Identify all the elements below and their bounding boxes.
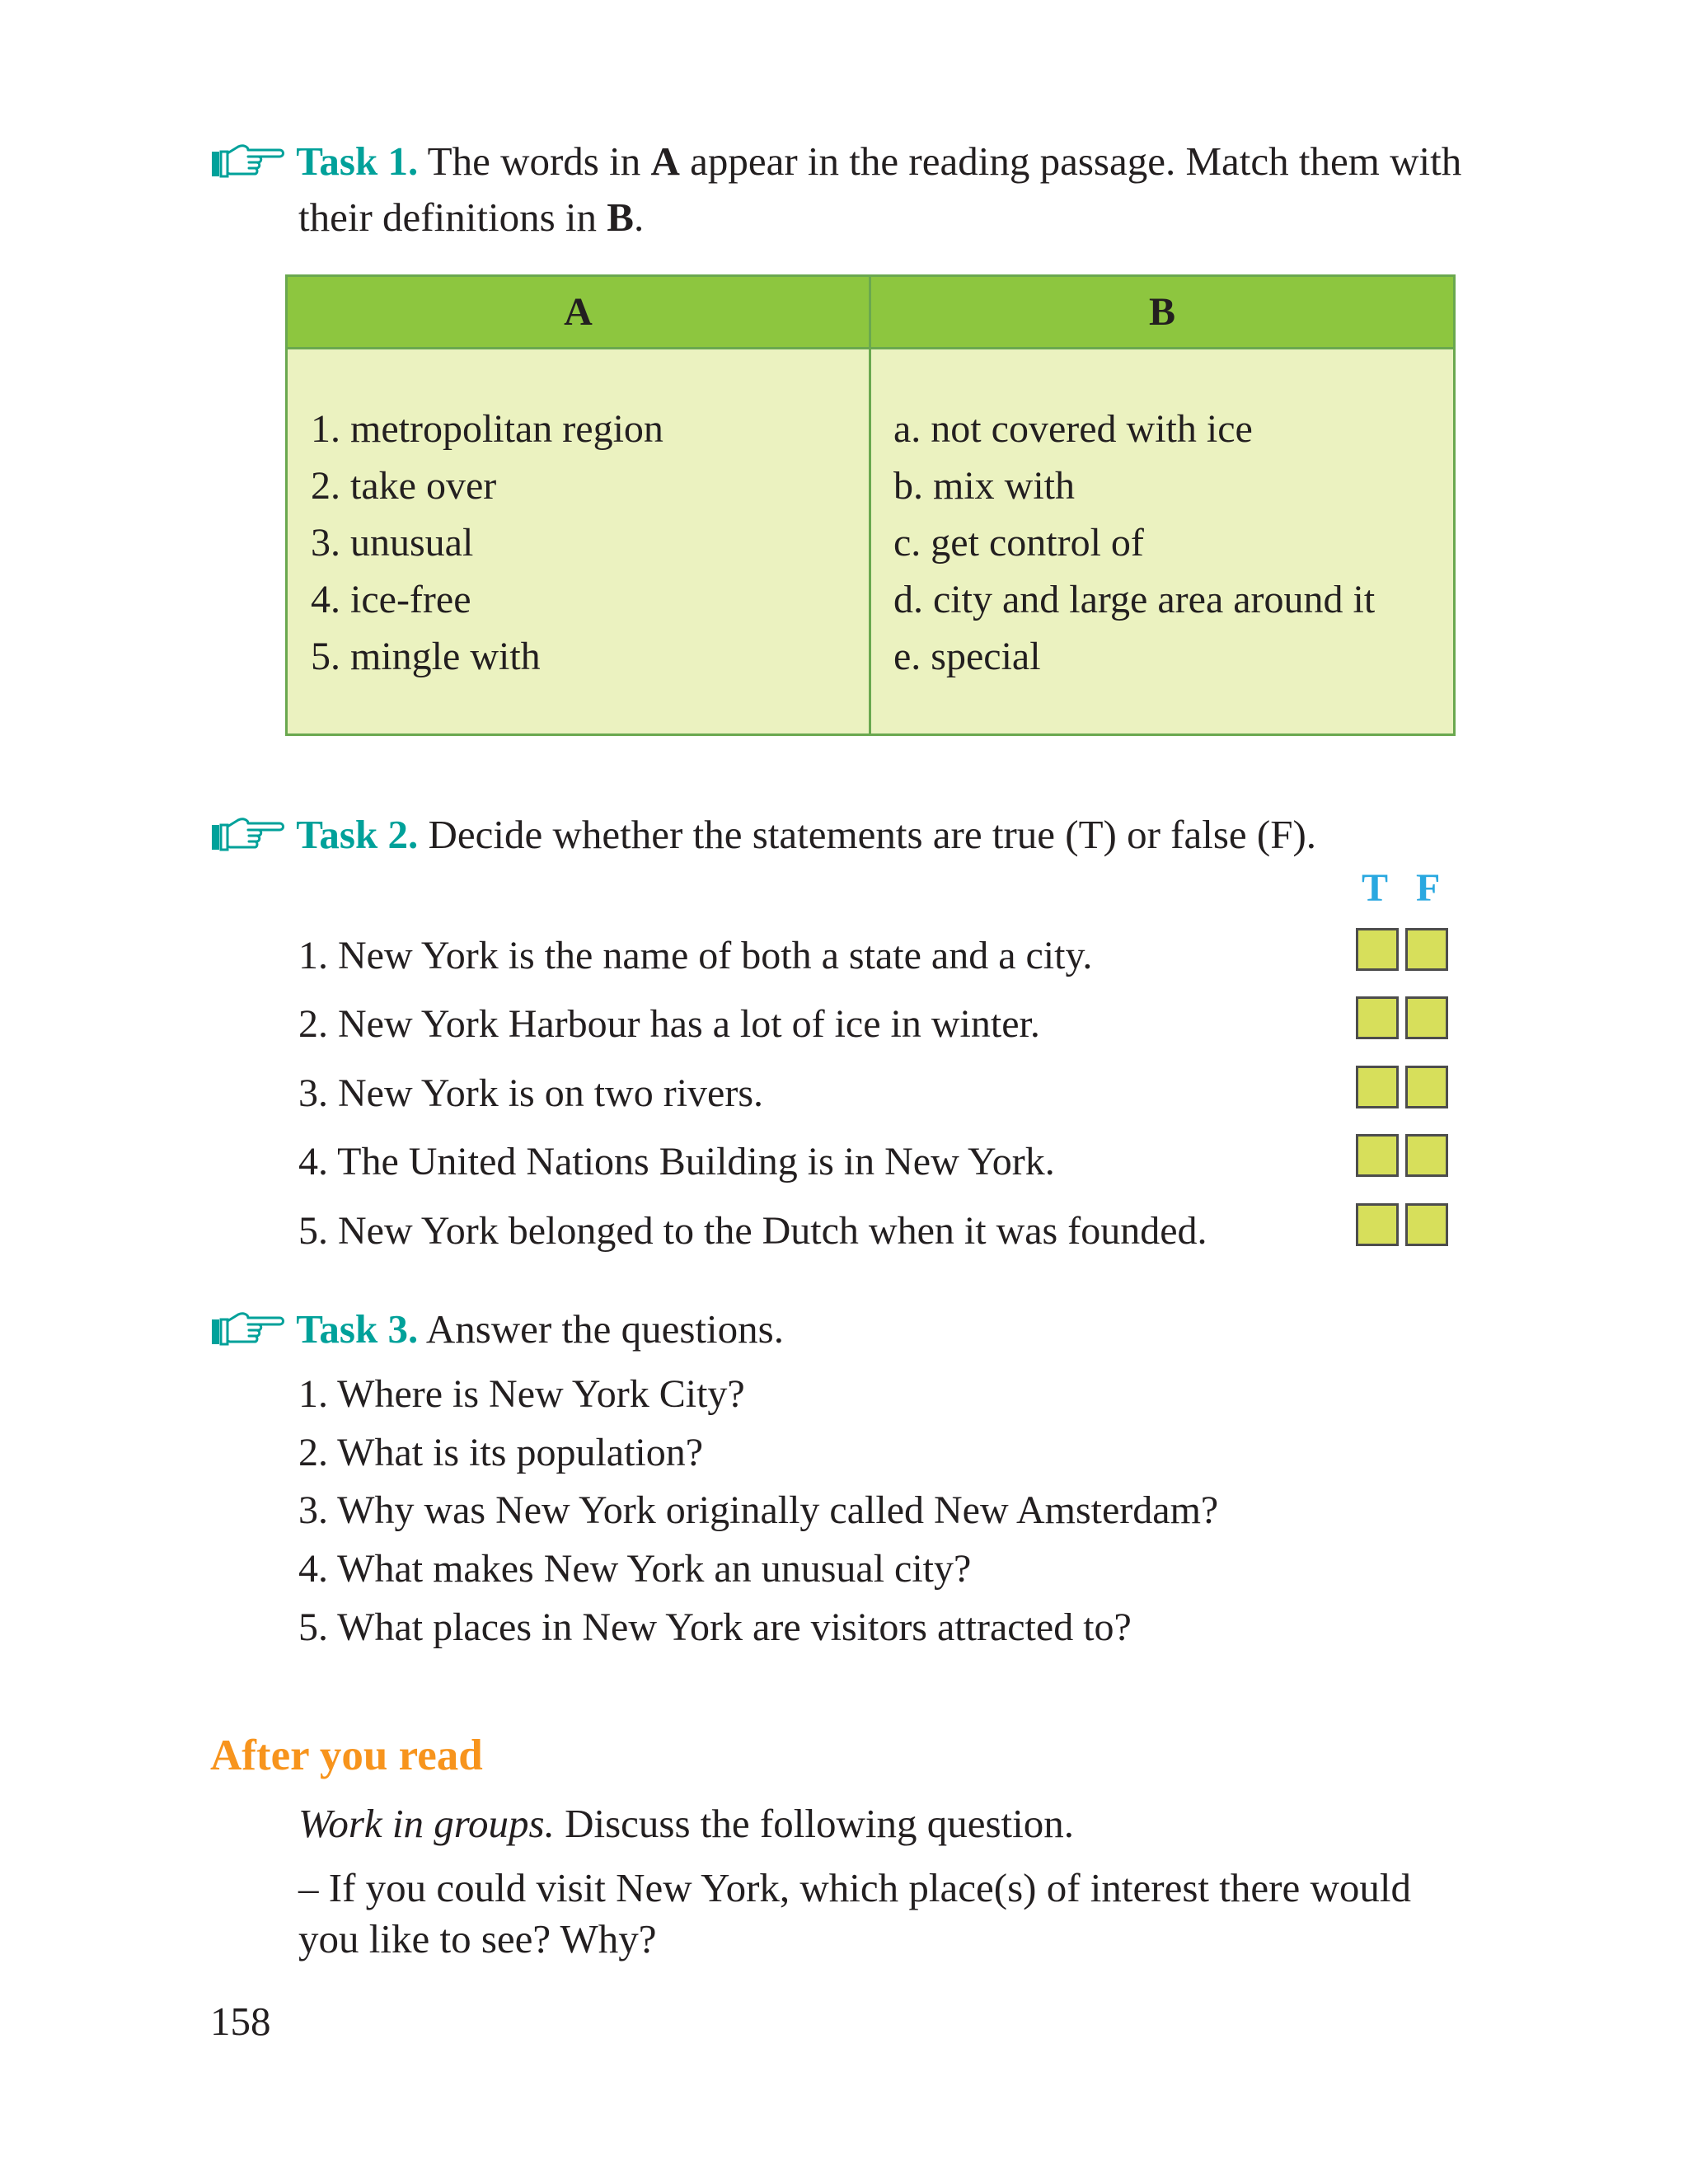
column-b-header: B [1148,290,1175,334]
list-item: d. city and large area around it [893,578,1376,621]
false-checkbox-1[interactable] [1405,928,1448,971]
task1-bold-b: B [607,194,634,240]
statement-row: 2. New York Harbour has a lot of ice in winter. [298,1002,1040,1046]
question-row: 1. Where is New York City? [298,1372,745,1416]
task3-label: Task 3. [296,1306,419,1352]
task1-label: Task 1. [296,138,419,184]
pointing-hand-icon [210,140,286,180]
pointing-hand-icon [210,1308,286,1347]
statement-row: 3. New York is on two rivers. [298,1071,763,1115]
list-item: e. special [893,635,1041,678]
column-a-header: A [564,290,593,334]
word-list [311,401,663,685]
true-column-label: T [1362,866,1389,910]
question-row: 2. What is its population? [298,1431,704,1474]
task1-text-d: . [633,194,645,240]
discussion-question-line1: – If you could visit New York, which place(s) of interest there would [298,1865,1411,1910]
instruction-rest: Discuss the following question. [565,1801,1074,1846]
question-row: 3. Why was New York originally called New Amsterdam? [298,1488,1219,1532]
statement-row: 1. New York is the name of both a state and a city. [298,934,1093,977]
task3-heading [210,1302,1496,1357]
task2-label: Task 2. [296,812,419,857]
group-instruction [298,1797,1074,1851]
page-number: 158 [210,1999,271,2044]
false-checkbox-3[interactable] [1405,1066,1448,1108]
task1-bold-a: A [650,138,680,184]
false-column-label: F [1416,866,1441,910]
question-row: 4. What makes New York an unusual city? [298,1547,972,1591]
task3-text: Answer the questions. [425,1306,784,1352]
list-item: 2. take over [311,464,497,508]
true-checkbox-2[interactable] [1356,996,1399,1039]
task1-heading [210,134,1496,189]
false-checkbox-4[interactable] [1405,1134,1448,1177]
question-row: 5. What places in New York are visitors attracted to? [298,1605,1132,1649]
matching-table [285,274,1456,736]
task1-text-b: appear in the reading passage. Match them with [690,138,1462,184]
task2-text: Decide whether the statements are true (T) or false (F). [428,812,1317,857]
false-checkbox-2[interactable] [1405,996,1448,1039]
list-item: 4. ice-free [311,578,471,621]
list-item: 5. mingle with [311,635,541,678]
statement-row: 5. New York belonged to the Dutch when it was founded. [298,1209,1207,1253]
pointing-hand-icon [210,813,286,853]
true-checkbox-5[interactable] [1356,1203,1399,1246]
task1-text-a: The words in [427,138,641,184]
list-item: a. not covered with ice [893,407,1253,451]
list-item: c. get control of [893,521,1144,565]
list-item: 3. unusual [311,521,474,565]
definition-list [893,401,1375,685]
task1-text-c: their definitions in [298,194,597,240]
statement-row: 4. The United Nations Building is in New York. [298,1140,1055,1183]
true-checkbox-3[interactable] [1356,1066,1399,1108]
instruction-italic: Work in groups. [298,1801,555,1846]
task2-heading [210,808,1496,862]
true-checkbox-4[interactable] [1356,1134,1399,1177]
list-item: b. mix with [893,464,1076,508]
false-checkbox-5[interactable] [1405,1203,1448,1246]
task1-heading-line2 [298,190,644,245]
section-title: After you read [210,1732,483,1779]
list-item: 1. metropolitan region [311,407,663,451]
discussion-question-line2: you like to see? Why? [298,1916,657,1961]
true-checkbox-1[interactable] [1356,928,1399,971]
